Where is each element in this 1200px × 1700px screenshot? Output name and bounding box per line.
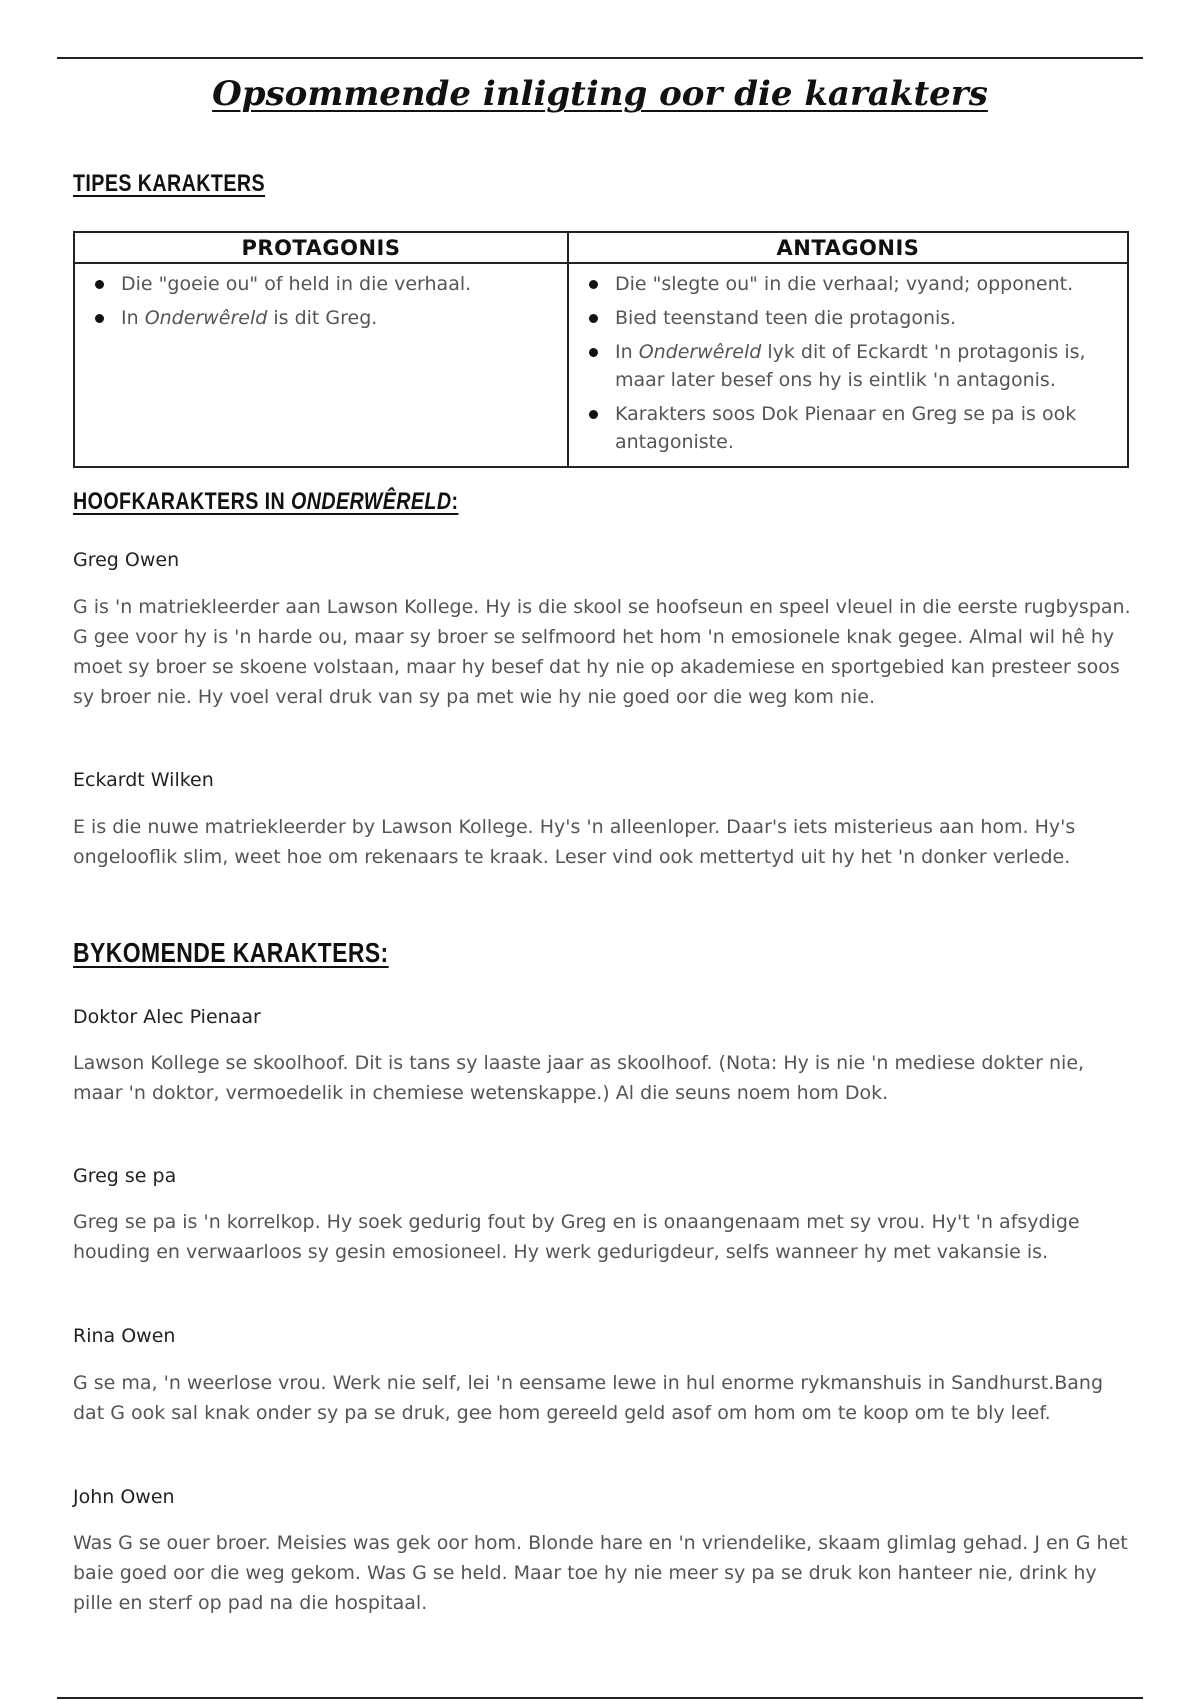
character-description: G se ma, 'n weerlose vrou. Werk nie self, lei 'n eensame lewe in hul enorme rykmanshuis in Sandhurst.Bang dat G ook sal knak onder sy pa se druk, gee hom gereeld geld asof om hom om te koop om te bly leef. xyxy=(73,1372,1104,1424)
antagonist-header: ANTAGONIS xyxy=(568,232,1128,263)
character-name: Eckardt Wilken xyxy=(73,769,214,791)
protagonist-header: PROTAGONIS xyxy=(74,232,568,263)
list-item: In Onderwêreld lyk dit of Eckardt 'n protagonis is, maar later besef ons hy is eintlik 'n antagonis. xyxy=(615,338,1117,394)
list-item: Bied teenstand teen die protagonis. xyxy=(615,304,1117,332)
list-item: Die "slegte ou" in die verhaal; vyand; opponent. xyxy=(615,270,1117,298)
list-item: Karakters soos Dok Pienaar en Greg se pa is ook antagoniste. xyxy=(615,400,1117,456)
character-description: Greg se pa is 'n korrelkop. Hy soek gedurig fout by Greg en is onaangenaam met sy vrou. Hy't 'n afsydige houding en verwaarloos sy gesin emosioneel. Hy werk gedurigdeur, selfs wanneer hy met vakansie is. xyxy=(73,1211,1080,1263)
antagonist-list xyxy=(579,270,1117,456)
character-name: John Owen xyxy=(73,1486,175,1508)
list-item: Die "goeie ou" of held in die verhaal. xyxy=(121,270,557,298)
character-name: Greg Owen xyxy=(73,549,180,571)
character-description: Was G se ouer broer. Meisies was gek oor hom. Blonde hare en 'n vriendelike, skaam glimlag gehad. J en G het baie goed oor die weg gekom. Was G se held. Maar toe hy nie meer sy pa se druk kon hanteer nie, drink hy pille en sterf op pad na die hospitaal. xyxy=(73,1532,1128,1614)
character-description: G is 'n matriekleerder aan Lawson Kollege. Hy is die skool se hoofseun en speel vleuel in die eerste rugbyspan. G gee voor hy is 'n harde ou, maar sy broer se selfmoord het hom 'n emosionele knak gegee. Almal wil hê hy moet sy broer se skoene volstaan, maar hy besef dat hy nie op akademiese en sportgebied kan presteer soos sy broer nie. Hy voel veral druk van sy pa met wie hy nie goed oor die weg kom nie. xyxy=(73,596,1131,708)
types-heading: TIPES KARAKTERS xyxy=(73,170,266,197)
top-rule xyxy=(57,57,1143,59)
character-types-table xyxy=(73,231,1129,468)
character-description: E is die nuwe matriekleerder by Lawson Kollege. Hy's 'n alleenloper. Daar's iets misterieus aan hom. Hy's ongelooflik slim, weet hoe om rekenaars te kraak. Leser vind ook mettertyd uit hy het 'n donker verlede. xyxy=(73,816,1076,868)
bottom-rule xyxy=(57,1697,1143,1699)
page-title: Opsommende inligting oor die karakters xyxy=(212,74,988,114)
secondary-characters-heading: BYKOMENDE KARAKTERS: xyxy=(73,937,389,968)
main-characters-heading: HOOFKARAKTERS IN ONDERWÊRELD: xyxy=(73,488,459,515)
list-item: In Onderwêreld is dit Greg. xyxy=(121,304,557,332)
protagonist-list xyxy=(85,270,557,332)
character-name: Greg se pa xyxy=(73,1165,177,1187)
antagonist-cell xyxy=(568,263,1128,467)
character-description: Lawson Kollege se skoolhoof. Dit is tans sy laaste jaar as skoolhoof. (Nota: Hy is nie 'n mediese dokter nie, maar 'n doktor, vermoedelik in chemiese wetenskappe.) Al die seuns noem hom Dok. xyxy=(73,1052,1085,1104)
character-name: Rina Owen xyxy=(73,1325,176,1347)
character-name: Doktor Alec Pienaar xyxy=(73,1006,261,1028)
protagonist-cell xyxy=(74,263,568,467)
